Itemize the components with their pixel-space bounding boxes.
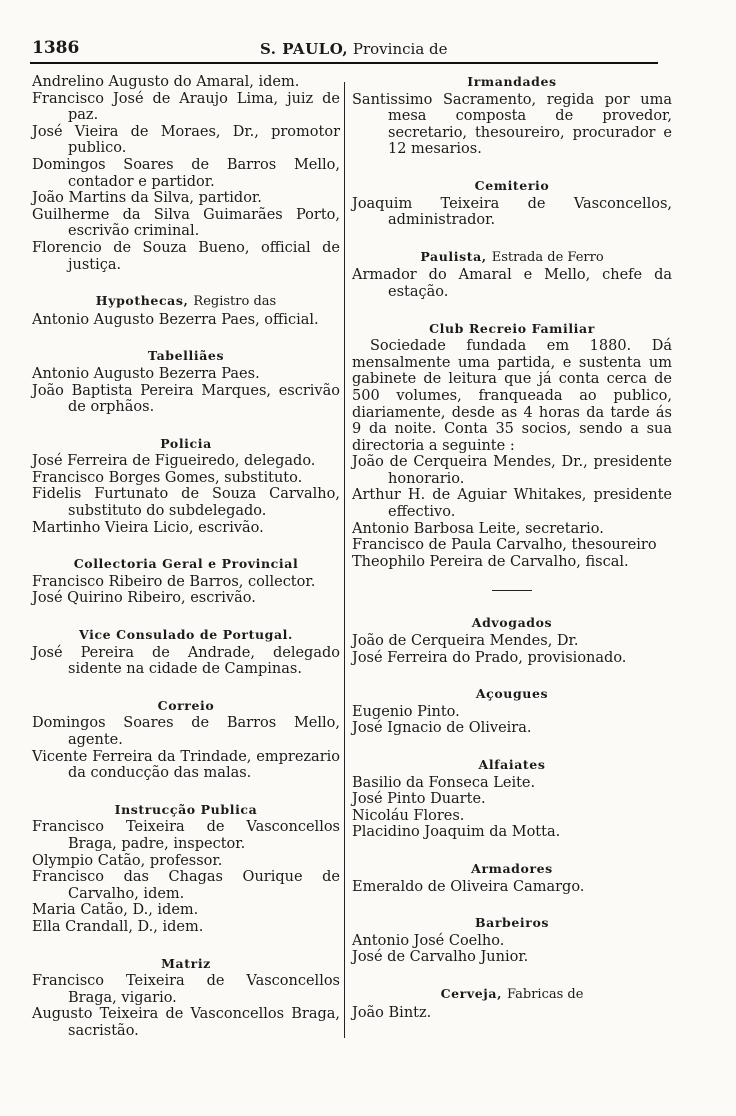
section-heading — [352, 861, 672, 878]
section-separator — [492, 590, 532, 591]
heading-text: Advogados — [471, 615, 553, 631]
directory-entry: José Pereira de Andrade, delegado sidente na cidade de Campinas. — [32, 644, 340, 678]
heading-text: Barbeiros — [474, 915, 550, 931]
heading-text: Tabelliães — [147, 348, 225, 364]
directory-entry: Francisco José de Araujo Lima, juiz de paz. — [32, 90, 340, 124]
directory-entry: Francisco das Chagas Ourique de Carvalho, idem. — [32, 869, 340, 902]
heading-text: Irmandades — [467, 74, 557, 89]
heading-subtext: Estrada de Ferro — [491, 249, 604, 265]
heading-text: Cerveja, — [440, 985, 503, 1001]
directory-entry: Antonio José Coelho. — [352, 932, 505, 949]
section-advogados — [352, 615, 672, 666]
section-heading — [32, 698, 340, 715]
heading-text: Hypothecas, — [95, 293, 189, 309]
right-column — [352, 74, 672, 1041]
section-instruccao-publica — [32, 802, 340, 936]
section-alfaiates — [352, 757, 672, 841]
directory-entry: Olympio Catão, professor. — [32, 852, 223, 869]
directory-entry: Placidino Joaquim da Motta. — [352, 824, 561, 841]
directory-entry: Eugenio Pinto. — [352, 703, 460, 720]
heading-text: Policia — [160, 435, 212, 451]
directory-entry: Nicoláu Flores. — [352, 807, 465, 824]
section-policia — [32, 436, 340, 537]
section-heading — [32, 348, 340, 365]
directory-entry: Martinho Vieira Licio, escrivão. — [32, 519, 264, 536]
heading-text: Matriz — [161, 955, 211, 971]
directory-entry: Florencio de Souza Bueno, official de justiça. — [32, 239, 340, 273]
section-heading — [32, 556, 340, 573]
directory-entry: Francisco Teixeira de Vasconcellos Braga, padre, inspector. — [32, 819, 340, 852]
directory-entry: Antonio Augusto Bezerra Paes. — [32, 365, 260, 382]
section-correio — [32, 698, 340, 782]
section-continuation — [32, 74, 340, 273]
directory-entry: José Pinto Duarte. — [352, 791, 486, 808]
directory-entry: José Ferreira do Prado, provisionado. — [352, 649, 627, 666]
directory-entry: José de Carvalho Junior. — [352, 949, 529, 966]
club-paragraph: Sociedade fundada em 1880. Dá mensalmente uma partida, e sustenta um gabinete de leitura que já conta cerca de 500 volumes, franqueada ao publico, diariamente, desde as 4 horas da tarde ás 9 da noite. Conta 35 socios, sendo a sua directoria a seguinte : — [352, 338, 672, 454]
directory-entry: Domingos Soares de Barros Mello, contador e partidor. — [32, 156, 340, 190]
directory-entry: José Ignacio de Oliveira. — [352, 720, 532, 737]
running-head — [260, 40, 448, 58]
directory-entry: José Vieira de Moraes, Dr., promotor publico. — [32, 123, 340, 157]
directory-entry: Ella Crandall, D., idem. — [32, 918, 204, 935]
section-armadores — [352, 861, 672, 895]
directory-entry: Francisco Ribeiro de Barros, collector. — [32, 573, 316, 590]
section-heading — [352, 249, 672, 267]
directory-entry: Andrelino Augusto do Amaral, idem. — [32, 74, 300, 90]
section-heading — [32, 436, 340, 453]
column-divider — [344, 82, 345, 1038]
directory-entry: Francisco Teixeira de Vasconcellos Braga, vigario. — [32, 973, 340, 1006]
section-acougues — [352, 686, 672, 737]
section-tabelliaes — [32, 348, 340, 415]
section-heading — [32, 627, 340, 644]
section-heading — [32, 956, 340, 973]
heading-text: Collectoria Geral e Provincial — [73, 556, 299, 572]
page-number: 1386 — [32, 38, 80, 58]
directory-entry: Vicente Ferreira da Trindade, emprezario da conducção das malas. — [32, 748, 340, 782]
section-matriz — [32, 956, 340, 1040]
directory-entry: Fidelis Furtunato de Souza Carvalho, substituto do subdelegado. — [32, 486, 340, 520]
heading-text: Correio — [157, 697, 215, 713]
section-club — [352, 321, 672, 571]
section-hypothecas — [32, 293, 340, 328]
directory-entry: Emeraldo de Oliveira Camargo. — [352, 878, 585, 895]
section-heading — [352, 74, 672, 91]
directory-entry: Basilio da Fonseca Leite. — [352, 774, 536, 791]
province-label: Provincia de — [352, 40, 448, 58]
club-member-entry: Theophilo Pereira de Carvalho, fiscal. — [352, 553, 629, 570]
section-heading — [352, 915, 672, 932]
section-cerveja — [352, 986, 672, 1021]
section-heading — [352, 686, 672, 703]
directory-entry: Antonio Augusto Bezerra Paes, official. — [32, 311, 319, 328]
directory-entry: Joaquim Teixeira de Vasconcellos, administrador. — [352, 195, 672, 229]
directory-entry: João Martins da Silva, partidor. — [32, 190, 262, 207]
directory-entry: João Baptista Pereira Marques, escrivão de orphãos. — [32, 382, 340, 416]
heading-text: Armadores — [471, 860, 553, 876]
section-collectoria-geral-e-provincial — [32, 556, 340, 607]
section-vice-consulado-de-portugal — [32, 627, 340, 678]
section-cemiterio — [352, 178, 672, 229]
section-heading — [32, 802, 340, 819]
directory-entry: Guilherme da Silva Guimarães Porto, escrivão criminal. — [32, 206, 340, 240]
heading-text: Alfaiates — [478, 757, 546, 772]
section-heading — [352, 178, 672, 195]
place-name: S. PAULO, — [260, 40, 349, 58]
section-heading — [352, 757, 672, 774]
club-member-entry: João de Cerqueira Mendes, Dr., presidente honorario. — [352, 454, 672, 487]
club-entries — [352, 454, 672, 570]
directory-entry: Santissimo Sacramento, regida por uma mesa composta de provedor, secretario, thesoureiro, procurador e 12 mesarios. — [352, 91, 672, 158]
directory-entry: Domingos Soares de Barros Mello, agente. — [32, 715, 340, 748]
heading-text: Cemiterio — [474, 177, 550, 193]
heading-subtext: Registro das — [193, 294, 277, 310]
heading-text: Açougues — [475, 686, 549, 702]
directory-entry: Francisco Borges Gomes, substituto. — [32, 469, 303, 486]
section-barbeiros — [352, 915, 672, 966]
page-header — [32, 38, 656, 60]
section-heading — [352, 615, 672, 632]
heading-text: Instrucção Publica — [114, 801, 258, 817]
directory-entry: José Ferreira de Figueiredo, delegado. — [32, 453, 316, 470]
club-heading: Club Recreio Familiar — [429, 320, 595, 336]
club-member-entry: Antonio Barbosa Leite, secretario. — [352, 520, 604, 537]
heading-text: Paulista, — [420, 248, 487, 264]
club-member-entry: Francisco de Paula Carvalho, thesoureiro — [352, 537, 657, 554]
section-irmandades — [352, 74, 672, 158]
section-heading — [32, 293, 340, 311]
directory-entry: Augusto Teixeira de Vasconcellos Braga, sacristão. — [32, 1006, 340, 1039]
directory-entry: João de Cerqueira Mendes, Dr. — [352, 633, 579, 650]
directory-entry: José Quirino Ribeiro, escrivão. — [32, 590, 256, 607]
directory-entry: João Bintz. — [352, 1004, 432, 1021]
right-top-sections — [352, 74, 672, 301]
header-rule — [30, 62, 658, 64]
club-member-entry: Arthur H. de Aguiar Whitakes, presidente effectivo. — [352, 487, 672, 521]
section-heading — [352, 986, 672, 1004]
right-bottom-sections — [352, 615, 672, 1021]
section-paulista — [352, 249, 672, 301]
directory-entry: Armador do Amaral e Mello, chefe da estação. — [352, 267, 672, 300]
heading-subtext: Fabricas de — [507, 986, 584, 1002]
left-column — [32, 74, 340, 1060]
directory-entry: Maria Catão, D., idem. — [32, 902, 199, 919]
heading-text: Vice Consulado de Portugal. — [79, 627, 293, 643]
